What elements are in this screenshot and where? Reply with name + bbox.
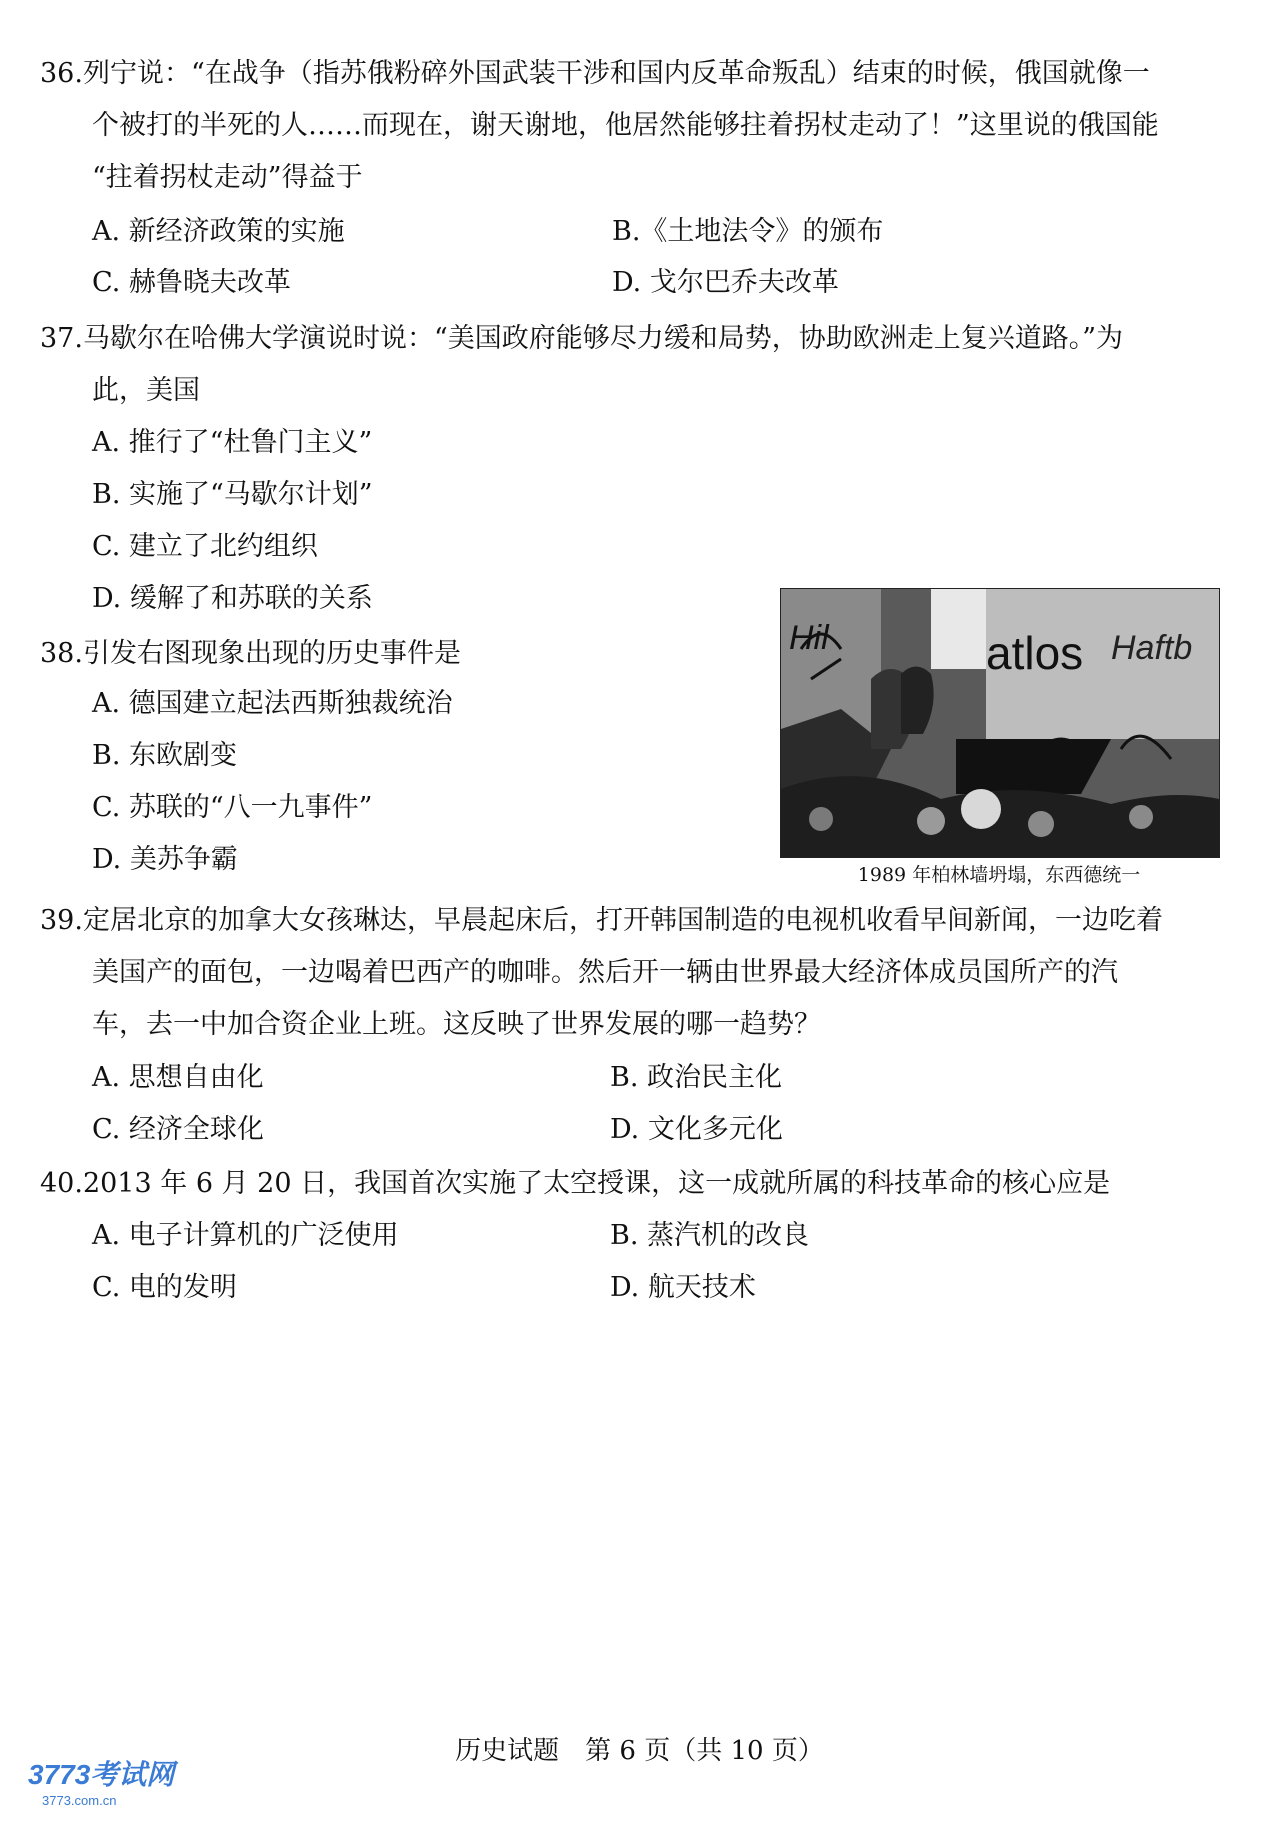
question-36 <box>40 48 1240 204</box>
question-38 <box>40 628 760 680</box>
option-b[interactable]: B. 政治民主化 <box>610 1062 783 1093</box>
option-b[interactable]: B. 实施了“马歇尔计划” <box>92 479 373 510</box>
question-stem: 个被打的半死的人……而现在，谢天谢地，他居然能够拄着拐杖走动了！”这里说的俄国能 <box>92 110 1159 141</box>
option-d[interactable]: D. 戈尔巴乔夫改革 <box>612 267 839 298</box>
option-c[interactable]: C. 电的发明 <box>92 1272 237 1303</box>
option-a[interactable]: A. 思想自由化 <box>92 1062 264 1093</box>
berlin-wall-image <box>781 589 1219 857</box>
graffiti-text: atlos <box>986 627 1084 679</box>
option-c[interactable]: C. 赫鲁晓夫改革 <box>92 267 291 298</box>
question-stem: 列宁说：“在战争（指苏俄粉碎外国武装干涉和国内反革命叛乱）结束的时候，俄国就像一 <box>82 58 1150 89</box>
question-stem: 引发右图现象出现的历史事件是 <box>82 638 461 669</box>
option-a[interactable]: A. 新经济政策的实施 <box>92 216 345 247</box>
option-d[interactable]: D. 缓解了和苏联的关系 <box>92 583 373 614</box>
question-number: 37. <box>40 323 83 354</box>
question-stem: “拄着拐杖走动”得益于 <box>92 162 363 193</box>
watermark-url: 3773.com.cn <box>42 1793 117 1808</box>
question-39 <box>40 895 1240 1051</box>
option-d[interactable]: D. 美苏争霸 <box>92 844 238 875</box>
question-number: 38. <box>40 638 83 669</box>
option-a[interactable]: A. 德国建立起法西斯独裁统治 <box>92 688 453 719</box>
photo-caption: 1989 年柏林墙坍塌，东西德统一 <box>857 864 1141 886</box>
option-c[interactable]: C. 经济全球化 <box>92 1114 264 1145</box>
option-c[interactable]: C. 苏联的“八一九事件” <box>92 792 373 823</box>
question-stem: 定居北京的加拿大女孩琳达，早晨起床后，打开韩国制造的电视机收看早间新闻，一边吃着 <box>82 905 1163 936</box>
graffiti-text: Haftb <box>1111 629 1193 667</box>
question-stem: 此，美国 <box>92 375 200 406</box>
option-d[interactable]: D. 文化多元化 <box>610 1114 783 1145</box>
option-b[interactable]: B. 蒸汽机的改良 <box>610 1220 810 1251</box>
question-stem: 美国产的面包，一边喝着巴西产的咖啡。然后开一辆由世界最大经济体成员国所产的汽 <box>92 957 1118 988</box>
page-footer: 历史试题 第 6 页（共 10 页） <box>455 1736 824 1766</box>
question-stem: 车，去一中加合资企业上班。这反映了世界发展的哪一趋势？ <box>92 1009 821 1040</box>
question-40 <box>40 1158 1240 1210</box>
option-d[interactable]: D. 航天技术 <box>610 1272 756 1303</box>
graffiti-text: Hil <box>789 619 829 657</box>
option-b[interactable]: B.《土地法令》的颁布 <box>612 216 884 247</box>
option-a[interactable]: A. 推行了“杜鲁门主义” <box>92 427 373 458</box>
option-a[interactable]: A. 电子计算机的广泛使用 <box>92 1220 399 1251</box>
question-number: 36. <box>40 58 83 89</box>
option-b[interactable]: B. 东欧剧变 <box>92 740 238 771</box>
option-c[interactable]: C. 建立了北约组织 <box>92 531 318 562</box>
question-stem: 2013 年 6 月 20 日，我国首次实施了太空授课，这一成就所属的科技革命的核心应是 <box>82 1168 1111 1199</box>
question-37 <box>40 313 1240 417</box>
berlin-wall-photo <box>780 588 1220 858</box>
question-number: 39. <box>40 905 83 936</box>
question-number: 40. <box>40 1168 83 1199</box>
watermark-brand: 3773考试网 <box>28 1759 175 1790</box>
question-stem: 马歇尔在哈佛大学演说时说：“美国政府能够尽力缓和局势，协助欧洲走上复兴道路。”为 <box>82 323 1124 354</box>
watermark-logo <box>28 1753 174 1808</box>
